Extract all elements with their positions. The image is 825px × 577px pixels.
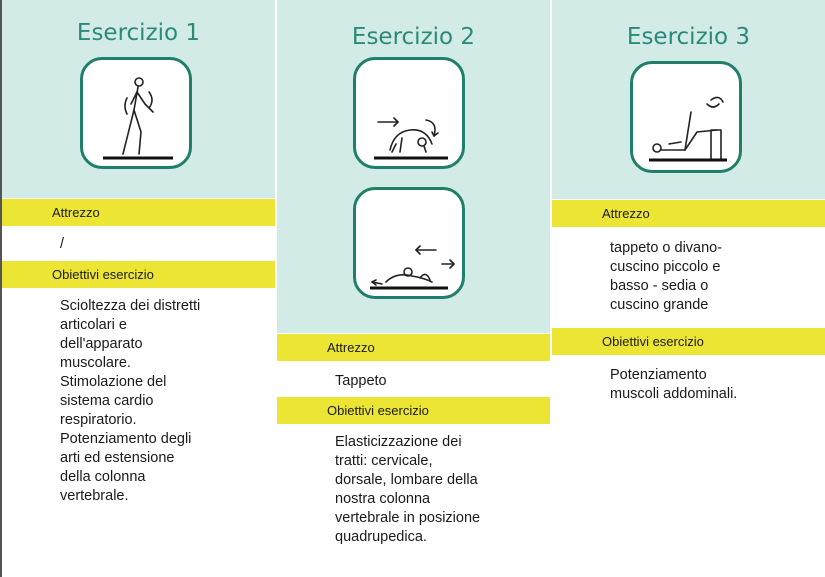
exercise-3-equipment-value: tappeto o divano- cuscino piccolo e basso - sedia o cuscino grande	[610, 240, 723, 313]
exercise-column-2	[277, 0, 550, 577]
exercise-3-goals-label: Obiettivi esercizio	[552, 328, 825, 355]
exercise-2-title: Esercizio 2	[351, 24, 476, 50]
exercise-1-goals-label: Obiettivi esercizio	[2, 261, 275, 288]
exercise-2-equipment-value: Tappeto	[335, 373, 387, 389]
exercise-1-title: Esercizio 1	[76, 20, 201, 46]
exercise-1-equipment-value: /	[60, 236, 65, 252]
exercise-2-icon-frame-1	[353, 57, 465, 169]
exercise-2-goals-label: Obiettivi esercizio	[277, 397, 550, 424]
exercise-1-equipment-label: Attrezzo	[2, 199, 275, 226]
quadruped-rounding-back-icon	[356, 60, 462, 166]
exercise-2-icon-frame-2	[353, 187, 465, 299]
walking-person-icon	[83, 60, 189, 166]
quadruped-stretch-icon	[356, 190, 462, 296]
exercise-column-1	[2, 0, 275, 577]
leg-raise-on-chair-icon	[633, 64, 739, 170]
exercise-3-title: Esercizio 3	[626, 24, 751, 50]
exercise-2-goals-text: Elasticizzazione dei tratti: cervicale, dorsale, lombare della nostra colonna vertebrale in posizione quadrupedica.	[335, 434, 481, 545]
exercise-1-goals-text: Scioltezza dei distretti articolari e dell'apparato muscolare. Stimolazione del sistema cardio respiratorio. Potenziamento degli arti ed estensione della colonna vertebrale.	[60, 298, 201, 504]
exercise-1-icon-frame	[80, 57, 192, 169]
exercise-3-equipment-label: Attrezzo	[552, 200, 825, 227]
exercise-3-icon-frame	[630, 61, 742, 173]
exercise-3-goals-text: Potenziamento muscoli addominali.	[610, 367, 738, 402]
exercise-2-equipment-label: Attrezzo	[277, 334, 550, 361]
exercise-column-3	[552, 0, 825, 577]
